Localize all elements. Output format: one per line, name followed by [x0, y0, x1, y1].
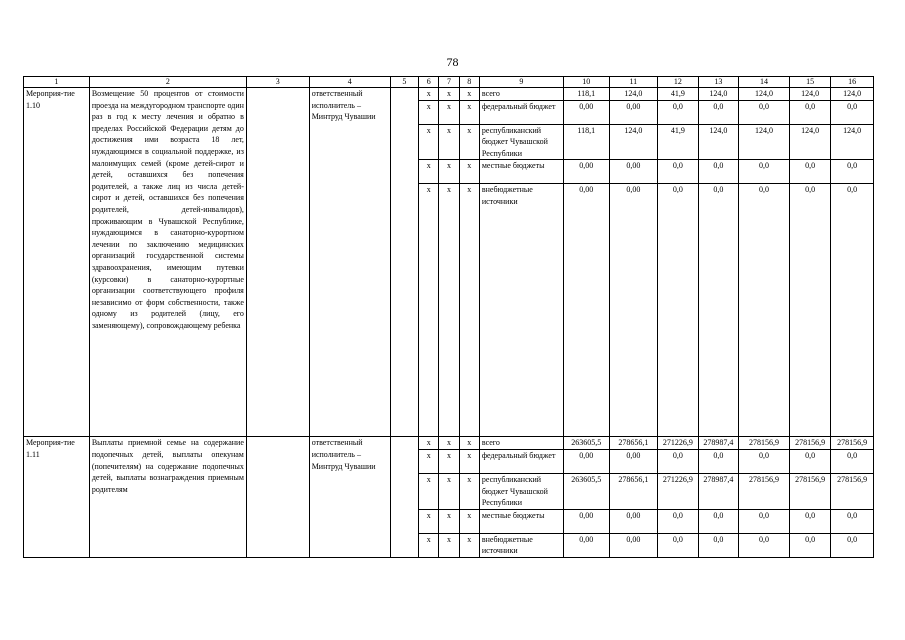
mark-cell: x: [459, 509, 479, 533]
measure-col5: [390, 437, 418, 558]
amount-cell: 0,0: [698, 533, 739, 557]
mark-cell: x: [439, 100, 459, 124]
amount-cell: 124,0: [609, 88, 658, 101]
mark-cell: x: [419, 88, 439, 101]
amount-cell: 278656,1: [609, 437, 658, 450]
amount-cell: 118,1: [563, 88, 609, 101]
funding-source: федеральный бюджет: [479, 100, 563, 124]
amount-cell: 0,0: [698, 160, 739, 184]
mark-cell: x: [419, 184, 439, 437]
mark-cell: x: [419, 509, 439, 533]
measure-code: Мероприя-тие 1.11: [24, 437, 90, 558]
header-cell: 16: [831, 77, 874, 88]
amount-cell: 278156,9: [789, 437, 831, 450]
amount-cell: 0,0: [658, 184, 699, 437]
mark-cell: x: [419, 124, 439, 160]
funding-source: всего: [479, 88, 563, 101]
amount-cell: 0,00: [563, 160, 609, 184]
header-cell: 12: [658, 77, 699, 88]
header-cell: 2: [89, 77, 246, 88]
amount-cell: 124,0: [609, 124, 658, 160]
amount-cell: 278156,9: [831, 473, 874, 509]
funding-source: республиканский бюджет Чувашской Республики: [479, 124, 563, 160]
amount-cell: 0,0: [789, 449, 831, 473]
amount-cell: 124,0: [831, 88, 874, 101]
funding-source: федеральный бюджет: [479, 449, 563, 473]
header-cell: 8: [459, 77, 479, 88]
amount-cell: 0,0: [698, 509, 739, 533]
amount-cell: 0,0: [789, 184, 831, 437]
header-cell: 4: [309, 77, 390, 88]
header-cell: 7: [439, 77, 459, 88]
amount-cell: 124,0: [831, 124, 874, 160]
mark-cell: x: [459, 124, 479, 160]
amount-cell: 278987,4: [698, 473, 739, 509]
amount-cell: 0,00: [563, 509, 609, 533]
amount-cell: 0,0: [698, 100, 739, 124]
mark-cell: x: [439, 160, 459, 184]
amount-cell: 0,0: [739, 533, 790, 557]
amount-cell: 278656,1: [609, 473, 658, 509]
mark-cell: x: [439, 88, 459, 101]
measure-executor: ответственный исполнитель – Минтруд Чувашии: [309, 88, 390, 437]
header-cell: 9: [479, 77, 563, 88]
amount-cell: 271226,9: [658, 473, 699, 509]
amount-cell: 263605,5: [563, 437, 609, 450]
funding-source: внебюджетные источники: [479, 533, 563, 557]
amount-cell: 0,0: [739, 449, 790, 473]
amount-cell: 0,0: [658, 509, 699, 533]
header-cell: 13: [698, 77, 739, 88]
mark-cell: x: [419, 160, 439, 184]
amount-cell: 0,0: [698, 184, 739, 437]
mark-cell: x: [419, 533, 439, 557]
amount-cell: 0,0: [739, 184, 790, 437]
amount-cell: 278156,9: [789, 473, 831, 509]
table-row: [24, 437, 874, 450]
amount-cell: 278987,4: [698, 437, 739, 450]
amount-cell: 0,0: [789, 100, 831, 124]
amount-cell: 0,00: [609, 533, 658, 557]
measure-col3: [246, 88, 309, 437]
amount-cell: 0,0: [831, 100, 874, 124]
mark-cell: x: [439, 124, 459, 160]
amount-cell: 0,0: [739, 100, 790, 124]
measure-executor: ответственный исполнитель – Минтруд Чувашии: [309, 437, 390, 558]
measure-description: Возмещение 50 процентов от стоимости проезда на междугородном транспорте один раз в год к месту лечения и обратно в пределах Российской Федерации детям до достижения ими возраста 18 лет, нуждающимся в социальной поддержке, из малоимущих семей (кроме детей-сирот и детей, оставшихся без попечения родителей, а также лиц из числа детей-сирот и детей, оставшихся без попечения родителей, детей-инвалидов), проживающим в Чувашской Республике, нуждающимся в санаторно-курортном лечении по заключению медицинских организаций государственной системы здравоохранения, имеющим путевки (курсовки) в санаторно-курортные организации соответствующего профиля независимо от форм собственности, также одному из родителей (лицу, его заменяющему), сопровождающему ребенка: [89, 88, 246, 437]
funding-source: местные бюджеты: [479, 160, 563, 184]
amount-cell: 0,0: [789, 533, 831, 557]
amount-cell: 0,00: [563, 449, 609, 473]
header-cell: 3: [246, 77, 309, 88]
header-cell: 14: [739, 77, 790, 88]
amount-cell: 278156,9: [739, 437, 790, 450]
amount-cell: 124,0: [698, 88, 739, 101]
amount-cell: 0,0: [831, 160, 874, 184]
amount-cell: 124,0: [739, 88, 790, 101]
amount-cell: 0,0: [789, 160, 831, 184]
amount-cell: 0,00: [563, 184, 609, 437]
mark-cell: x: [419, 100, 439, 124]
header-cell: 5: [390, 77, 418, 88]
measure-description: Выплаты приемной семье на содержание подопечных детей, выплаты опекунам (попечителям) на содержание подопечных детей, выплаты вознаграждения приемным родителям: [89, 437, 246, 558]
mark-cell: x: [459, 449, 479, 473]
amount-cell: 0,0: [789, 509, 831, 533]
mark-cell: x: [419, 449, 439, 473]
amount-cell: 0,0: [831, 449, 874, 473]
amount-cell: 124,0: [789, 124, 831, 160]
header-cell: 11: [609, 77, 658, 88]
measure-col3: [246, 437, 309, 558]
header-cell: 6: [419, 77, 439, 88]
amount-cell: 118,1: [563, 124, 609, 160]
amount-cell: 278156,9: [831, 437, 874, 450]
amount-cell: 0,00: [609, 160, 658, 184]
amount-cell: 0,0: [658, 100, 699, 124]
header-cell: 10: [563, 77, 609, 88]
page-number: 78: [446, 55, 459, 69]
mark-cell: x: [439, 449, 459, 473]
amount-cell: 263605,5: [563, 473, 609, 509]
amount-cell: 124,0: [739, 124, 790, 160]
amount-cell: 0,0: [739, 509, 790, 533]
amount-cell: 0,0: [658, 449, 699, 473]
amount-cell: 0,0: [739, 160, 790, 184]
amount-cell: 271226,9: [658, 437, 699, 450]
funding-source: всего: [479, 437, 563, 450]
amount-cell: 0,00: [609, 184, 658, 437]
amount-cell: 0,00: [609, 509, 658, 533]
funding-source: внебюджетные источники: [479, 184, 563, 437]
amount-cell: 0,00: [563, 533, 609, 557]
mark-cell: x: [459, 160, 479, 184]
mark-cell: x: [439, 509, 459, 533]
amount-cell: 124,0: [698, 124, 739, 160]
amount-cell: 0,0: [831, 509, 874, 533]
amount-cell: 0,0: [698, 449, 739, 473]
amount-cell: 0,0: [831, 184, 874, 437]
funding-source: местные бюджеты: [479, 509, 563, 533]
header-cell: 1: [24, 77, 90, 88]
mark-cell: x: [439, 473, 459, 509]
mark-cell: x: [459, 184, 479, 437]
mark-cell: x: [459, 100, 479, 124]
amount-cell: 0,00: [609, 100, 658, 124]
funding-source: республиканский бюджет Чувашской Республики: [479, 473, 563, 509]
amount-cell: 41,9: [658, 124, 699, 160]
mark-cell: x: [419, 437, 439, 450]
table-row: [24, 88, 874, 101]
mark-cell: x: [459, 533, 479, 557]
amount-cell: 0,00: [609, 449, 658, 473]
amount-cell: 41,9: [658, 88, 699, 101]
measure-col5: [390, 88, 418, 437]
amount-cell: 0,00: [563, 100, 609, 124]
amount-cell: 0,0: [831, 533, 874, 557]
header-row: [24, 77, 874, 88]
header-cell: 15: [789, 77, 831, 88]
amount-cell: 0,0: [658, 160, 699, 184]
mark-cell: x: [459, 437, 479, 450]
mark-cell: x: [459, 473, 479, 509]
amount-cell: 278156,9: [739, 473, 790, 509]
amount-cell: 0,0: [658, 533, 699, 557]
mark-cell: x: [439, 184, 459, 437]
measure-code: Мероприя-тие 1.10: [24, 88, 90, 437]
mark-cell: x: [459, 88, 479, 101]
mark-cell: x: [439, 437, 459, 450]
mark-cell: x: [419, 473, 439, 509]
mark-cell: x: [439, 533, 459, 557]
amount-cell: 124,0: [789, 88, 831, 101]
budget-table: [23, 76, 874, 558]
